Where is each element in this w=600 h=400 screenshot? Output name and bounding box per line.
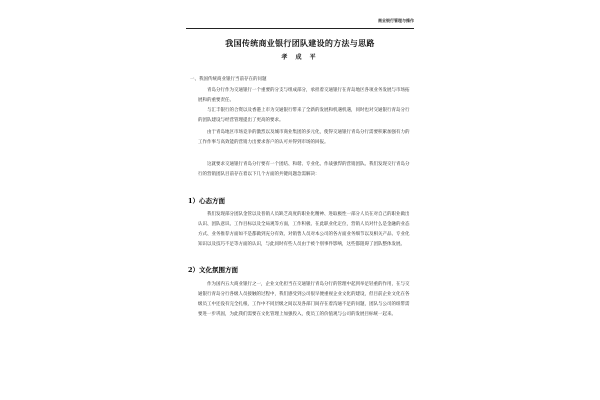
article-author: 孝 成 平 (281, 54, 319, 61)
section-heading-intro: 一、我国传统商业银行当前存在的问题 (190, 77, 267, 82)
paragraph-1: 青岛分行作为交通银行一个重要的分支与组成部分，承担着交通银行在青岛地区各项业务发展与市场拓展和的重要责任。 (198, 88, 410, 103)
paragraph-culture: 作为国内五大商业银行之一，企业文化担当在交通银行青岛分行的管理中起到举足轻重的作用，在与交通银行青岛分行各级人员接触的过程中，我们感受到公司很早便重视企业文化的建设，但目前企业文化在各级员工中还没有完全扎根，工作中不同层级之间以及各部门间存在着沟通不足的问题，团队与公司的纽带需要进一步巩固，为此我们需要在文化管理上加强投入，使员工的价值观与公司的发展目标统一起来。 (198, 282, 410, 317)
article-title: 我国传统商业银行团队建设的方法与思路 (225, 38, 375, 48)
running-header: 商业银行管理与操作 (186, 16, 414, 29)
subheading-culture: 2）文化氛围方面 (188, 266, 239, 274)
paragraph-4: 这就要求交通银行青岛分行要有一个团结、和谐、专业化、作战强悍的营销团队。我们发现交行青岛分行的营销团队目前存在着以下几个方面的共键问题急需解决： (198, 162, 410, 177)
subheading-mindset: 1）心态方面 (188, 197, 226, 205)
paragraph-2: 与汇丰银行的合资以及香港上市为交通银行带来了全新的发展和机遇机遇，同时也对交通银行青岛分行的团队建设与经营管理提出了更高的要求。 (198, 108, 410, 123)
paragraph-mindset: 我们发现部分团队金管以及普销人员缺乏高度的职业化精神、进取极性一部分人员在对自己的职业做出认识、团队意识、工作目标以及全局观等方面，工作积极、在此职业化定位，营销人员对什么是金融的业态方式、业务推荐方面如不是都做到充分有效、对销售人员对本公司的各方面业务细节以及相关产品、专业化知识以及技巧不足等方面的认识，与此同时有些人员由于被个别事件影响，这些都阻碍了团队整体发展。 (198, 212, 410, 247)
paragraph-3: 由于青岛地区市场竞争的激烈以及城市商业集团的多元化，使得交通银行青岛分行需要积累加强有力的工作作事与高效能的营销力出要求客户的认可并得到市场的回报。 (198, 130, 410, 145)
